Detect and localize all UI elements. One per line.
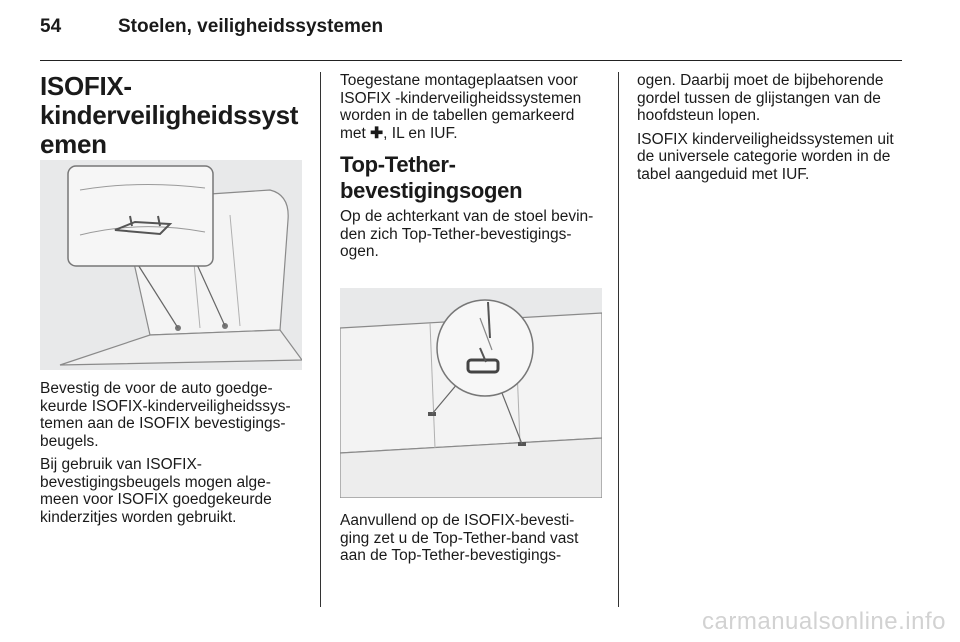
column-1-body bbox=[40, 380, 302, 532]
subsection-heading-top-tether: Top-Tether-bevestigingsogen bbox=[340, 152, 523, 203]
top-tether-eye-illustration bbox=[340, 288, 602, 498]
paragraph: ogen. Daarbij moet de bijbehorende gordel tussen de glijstangen van de hoofdsteun lopen. bbox=[637, 72, 884, 124]
paragraph: Bevestig de voor de auto goedge-keurde ISOFIX-kinderveiligheidssys-temen aan de ISOFIX bevestigings-beugels. bbox=[40, 380, 291, 450]
paragraph: Op de achterkant van de stoel bevin-den zich Top-Tether-bevestigings-ogen. bbox=[340, 208, 594, 260]
section-heading-isofix: ISOFIX-kinderveiligheidssystemen bbox=[40, 71, 299, 159]
intro-text-end: , IL en IUF. bbox=[383, 124, 458, 142]
column-2 bbox=[340, 72, 602, 267]
column-1 bbox=[40, 72, 302, 159]
isofix-bracket-drawing bbox=[40, 160, 302, 370]
plus-symbol-icon: ✚ bbox=[370, 124, 384, 142]
column-2-body bbox=[340, 512, 602, 571]
top-tether-drawing bbox=[340, 288, 602, 498]
column-divider-1 bbox=[320, 72, 321, 607]
paragraph: Bij gebruik van ISOFIX-bevestigingsbeugels mogen alge-meen voor ISOFIX goedgekeurde kinderzitjes worden gebruikt. bbox=[40, 456, 272, 526]
paragraph bbox=[340, 72, 602, 142]
page-number: 54 bbox=[40, 16, 62, 37]
isofix-bracket-illustration bbox=[40, 160, 302, 370]
paragraph: Aanvullend op de ISOFIX-bevesti-ging zet u de Top-Tether-band vast aan de Top-Tether-bevestigings- bbox=[340, 512, 579, 564]
column-3 bbox=[637, 72, 905, 189]
paragraph: ISOFIX kinderveiligheidssystemen uit de universele categorie worden in de tabel aangeduid met IUF. bbox=[637, 130, 894, 183]
header-rule bbox=[40, 60, 902, 61]
intro-text: Toegestane montageplaatsen voor ISOFIX -kinderveiligheidssystemen worden in de tabellen gemarkeerd met bbox=[340, 72, 582, 142]
column-divider-2 bbox=[618, 72, 619, 607]
watermark: carmanualsonline.info bbox=[702, 608, 946, 635]
running-title: Stoelen, veiligheidssystemen bbox=[118, 16, 384, 37]
